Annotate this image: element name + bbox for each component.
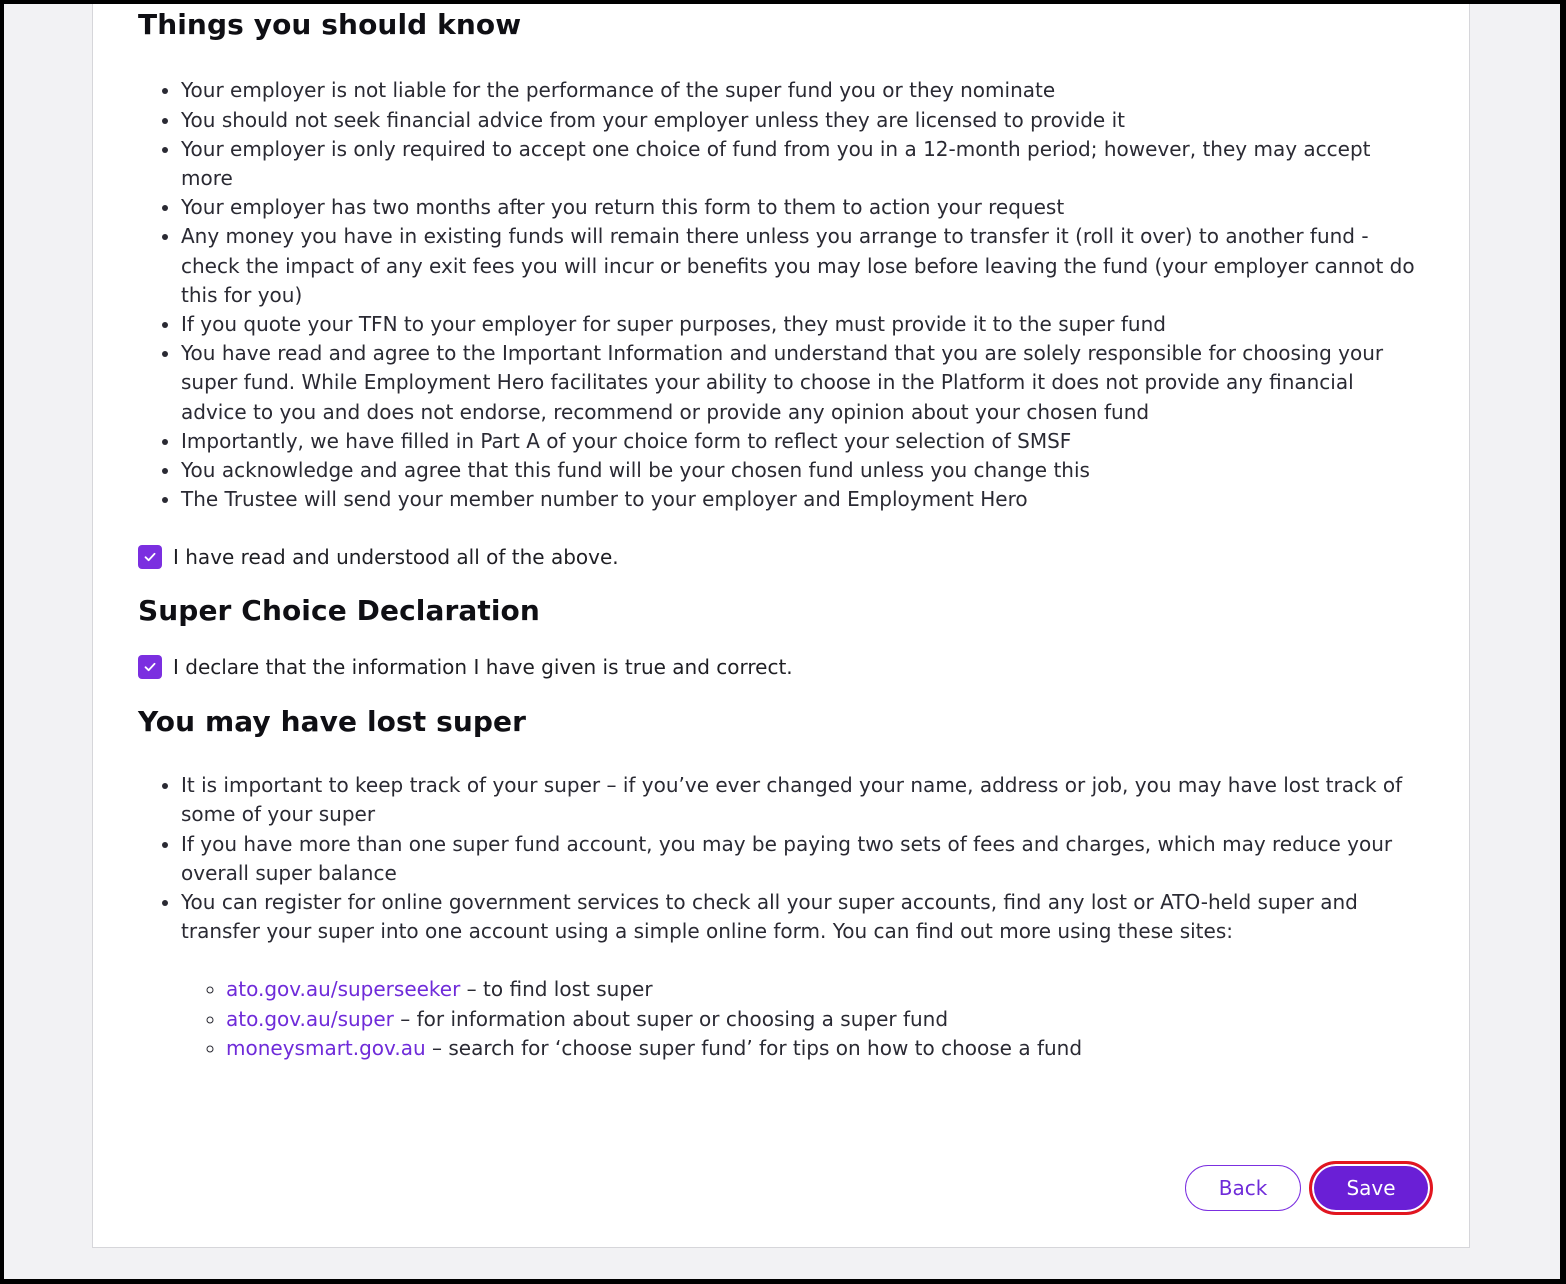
list-item: • You should not seek financial advice from your employer unless they are licensed to provide it bbox=[181, 106, 1424, 135]
list-item bbox=[226, 1034, 1424, 1063]
moneysmart-link[interactable]: moneysmart.gov.au bbox=[226, 1035, 426, 1060]
list-item: • The Trustee will send your member number to your employer and Employment Hero bbox=[181, 485, 1424, 514]
save-button[interactable]: Save bbox=[1309, 1161, 1433, 1215]
link-description: – to find lost super bbox=[460, 977, 653, 1002]
link-description: – for information about super or choosing a super fund bbox=[393, 1006, 949, 1031]
declare-label: I declare that the information I have given is true and correct. bbox=[173, 654, 793, 679]
list-item: • You can register for online government services to check all your super accounts, find any lost or ATO-held super and transfer your super into one account using a simple online form. You can find out more using these sites: bbox=[181, 888, 1424, 946]
list-item bbox=[226, 975, 1424, 1004]
ato-super-link[interactable]: ato.gov.au/super bbox=[226, 1006, 394, 1031]
list-item: • You acknowledge and agree that this fund will be your chosen fund unless you change this bbox=[181, 456, 1424, 485]
things-list bbox=[138, 76, 1424, 514]
superseeker-link[interactable]: ato.gov.au/superseeker bbox=[226, 977, 461, 1002]
acknowledge-label: I have read and understood all of the above. bbox=[173, 545, 619, 570]
check-icon bbox=[142, 549, 158, 565]
list-item: • It is important to keep track of your super – if you’ve ever changed your name, address or job, you may have lost track of some of your super bbox=[181, 771, 1424, 829]
form-card bbox=[92, 4, 1470, 1248]
acknowledge-checkbox[interactable] bbox=[138, 545, 162, 569]
list-item: • Your employer is only required to accept one choice of fund from you in a 12-month period; however, they may accept more bbox=[181, 135, 1424, 193]
lost-super-list bbox=[138, 771, 1424, 946]
form-actions bbox=[1185, 1165, 1433, 1215]
list-item: • Your employer is not liable for the performance of the super fund you or they nominate bbox=[181, 76, 1424, 105]
viewport bbox=[4, 4, 1560, 1279]
form-content bbox=[138, 7, 1424, 1063]
list-item: • Any money you have in existing funds will remain there unless you arrange to transfer it (roll it over) to another fund - check the impact of any exit fees you will incur or benefits you may lose before leaving the fund (your employer cannot do this for you) bbox=[181, 222, 1424, 310]
things-you-should-know-heading: Things you should know bbox=[138, 8, 522, 41]
lost-super-heading: You may have lost super bbox=[138, 704, 527, 738]
declare-checkbox-row[interactable] bbox=[138, 655, 1424, 679]
super-choice-declaration-heading: Super Choice Declaration bbox=[138, 594, 540, 628]
list-item: • If you quote your TFN to your employer for super purposes, they must provide it to the super fund bbox=[181, 310, 1424, 339]
check-icon bbox=[142, 659, 158, 675]
list-item bbox=[226, 1005, 1424, 1034]
declare-checkbox[interactable] bbox=[138, 655, 162, 679]
back-button[interactable]: Back bbox=[1185, 1165, 1301, 1211]
list-item: • Your employer has two months after you return this form to them to action your request bbox=[181, 193, 1424, 222]
super-links-list bbox=[138, 975, 1424, 1063]
link-description: – search for ‘choose super fund’ for tips on how to choose a fund bbox=[425, 1035, 1083, 1060]
list-item: • Importantly, we have filled in Part A of your choice form to reflect your selection of SMSF bbox=[181, 427, 1424, 456]
acknowledge-checkbox-row[interactable] bbox=[138, 545, 1424, 569]
list-item: • If you have more than one super fund account, you may be paying two sets of fees and charges, which may reduce your overall super balance bbox=[181, 830, 1424, 888]
list-item: • You have read and agree to the Important Information and understand that you are solely responsible for choosing your super fund. While Employment Hero facilitates your ability to choose in the Platform it does not provide any financial advice to you and does not endorse, recommend or provide any opinion about your chosen fund bbox=[181, 339, 1424, 427]
